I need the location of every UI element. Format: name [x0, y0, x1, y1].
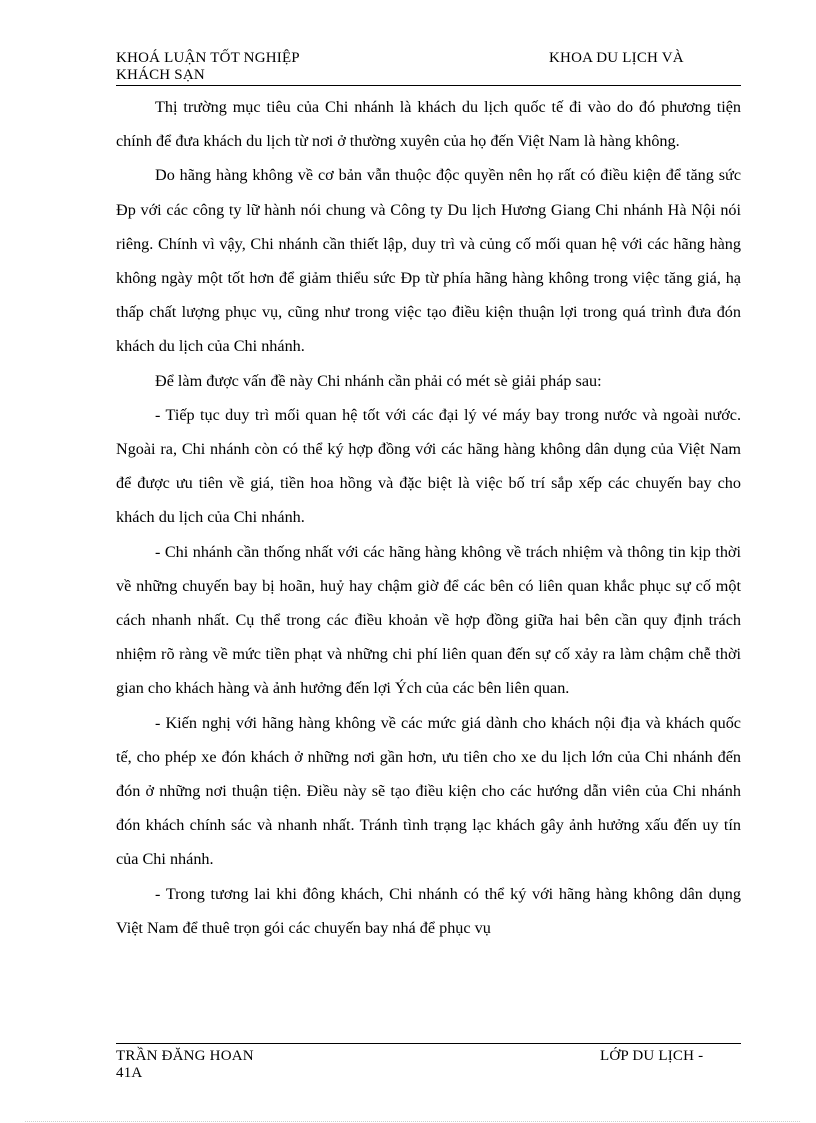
- header-right: KHOA DU LỊCH VÀ: [549, 50, 684, 66]
- header-left-line2: KHÁCH SẠN: [116, 67, 205, 83]
- paragraph: - Chi nhánh cần thống nhất với các hãng hàng không về trách nhiệm và thông tin kịp thời về những chuyến bay bị hoãn, huỷ hay chậm giờ để các bên có liên quan khắc phục sự cố một cách nhanh nhất. Cụ thể trong các điều khoản về hợp đồng giữa hai bên cần quy định trách nhiệm rõ ràng về mức tiền phạt và những chi phí liên quan đến sự cố xảy ra làm chậm chễ thời gian cho khách hàng và ảnh hưởng đến lợi Ých của các bên liên quan.: [116, 542, 741, 698]
- footer-right: LỚP DU LỊCH -: [600, 1048, 704, 1064]
- page-edge: [25, 1121, 800, 1122]
- header-divider: [116, 85, 741, 86]
- paragraph: Thị trường mục tiêu của Chi nhánh là khách du lịch quốc tế đi vào do đó phương tiện chính để đưa khách du lịch từ nơi ở thường xuyên của họ đến Việt Nam là hàng không.: [116, 98, 741, 151]
- paragraph: Để làm được vấn đề này Chi nhánh cần phải có mét sè giải pháp sau:: [155, 371, 602, 390]
- paragraph: - Kiến nghị với hãng hàng không về các mức giá dành cho khách nội địa và khách quốc tế, cho phép xe đón khách ở những nơi gần hơn, ưu tiên cho xe du lịch lớn của Chi nhánh đến đón ở những nơi thuận tiện. Điều này sẽ tạo điều kiện cho các hướng dẫn viên của Chi nhánh đón khách chính sác và nhanh nhất. Tránh tình trạng lạc khách gây ảnh hưởng xấu đến uy tín của Chi nhánh.: [116, 713, 741, 869]
- body-text: [116, 90, 741, 945]
- footer-left: [116, 1048, 376, 1082]
- paragraph: - Tiếp tục duy trì mối quan hệ tốt với các đại lý vé máy bay trong nước và ngoài nước. Ngoài ra, Chi nhánh còn có thể ký hợp đồng với các hãng hàng không dân dụng của Việt Nam để được ưu tiên về giá, tiền hoa hồng và đặc biệt là việc bố trí sắp xếp các chuyến bay cho khách du lịch của Chi nhánh.: [116, 405, 741, 527]
- header-left-line1: KHOÁ LUẬN TỐT NGHIỆP: [116, 50, 300, 66]
- footer-left-line2: 41A: [116, 1065, 143, 1081]
- footer-left-line1: TRẦN ĐĂNG HOAN: [116, 1048, 254, 1064]
- paragraph: Do hãng hàng không về cơ bản vẫn thuộc độc quyền nên họ rất có điều kiện để tăng sức Ðp với các công ty lữ hành nói chung và Công ty Du lịch Hương Giang Chi nhánh Hà Nội nói riêng. Chính vì vậy, Chi nhánh cần thiết lập, duy trì và củng cố mối quan hệ với các hãng hàng không ngày một tốt hơn để giảm thiểu sức Ðp từ phía hãng hàng không trong việc tăng giá, hạ thấp chất lượng phục vụ, cũng như trong việc tạo điều kiện thuận lợi trong quá trình đưa đón khách du lịch của Chi nhánh.: [116, 166, 741, 356]
- header-left: [116, 50, 376, 84]
- paragraph: - Trong tương lai khi đông khách, Chi nhánh có thể ký với hãng hàng không dân dụng Việt Nam để thuê trọn gói các chuyến bay nhá để phục vụ: [116, 884, 741, 937]
- footer-divider: [116, 1043, 741, 1044]
